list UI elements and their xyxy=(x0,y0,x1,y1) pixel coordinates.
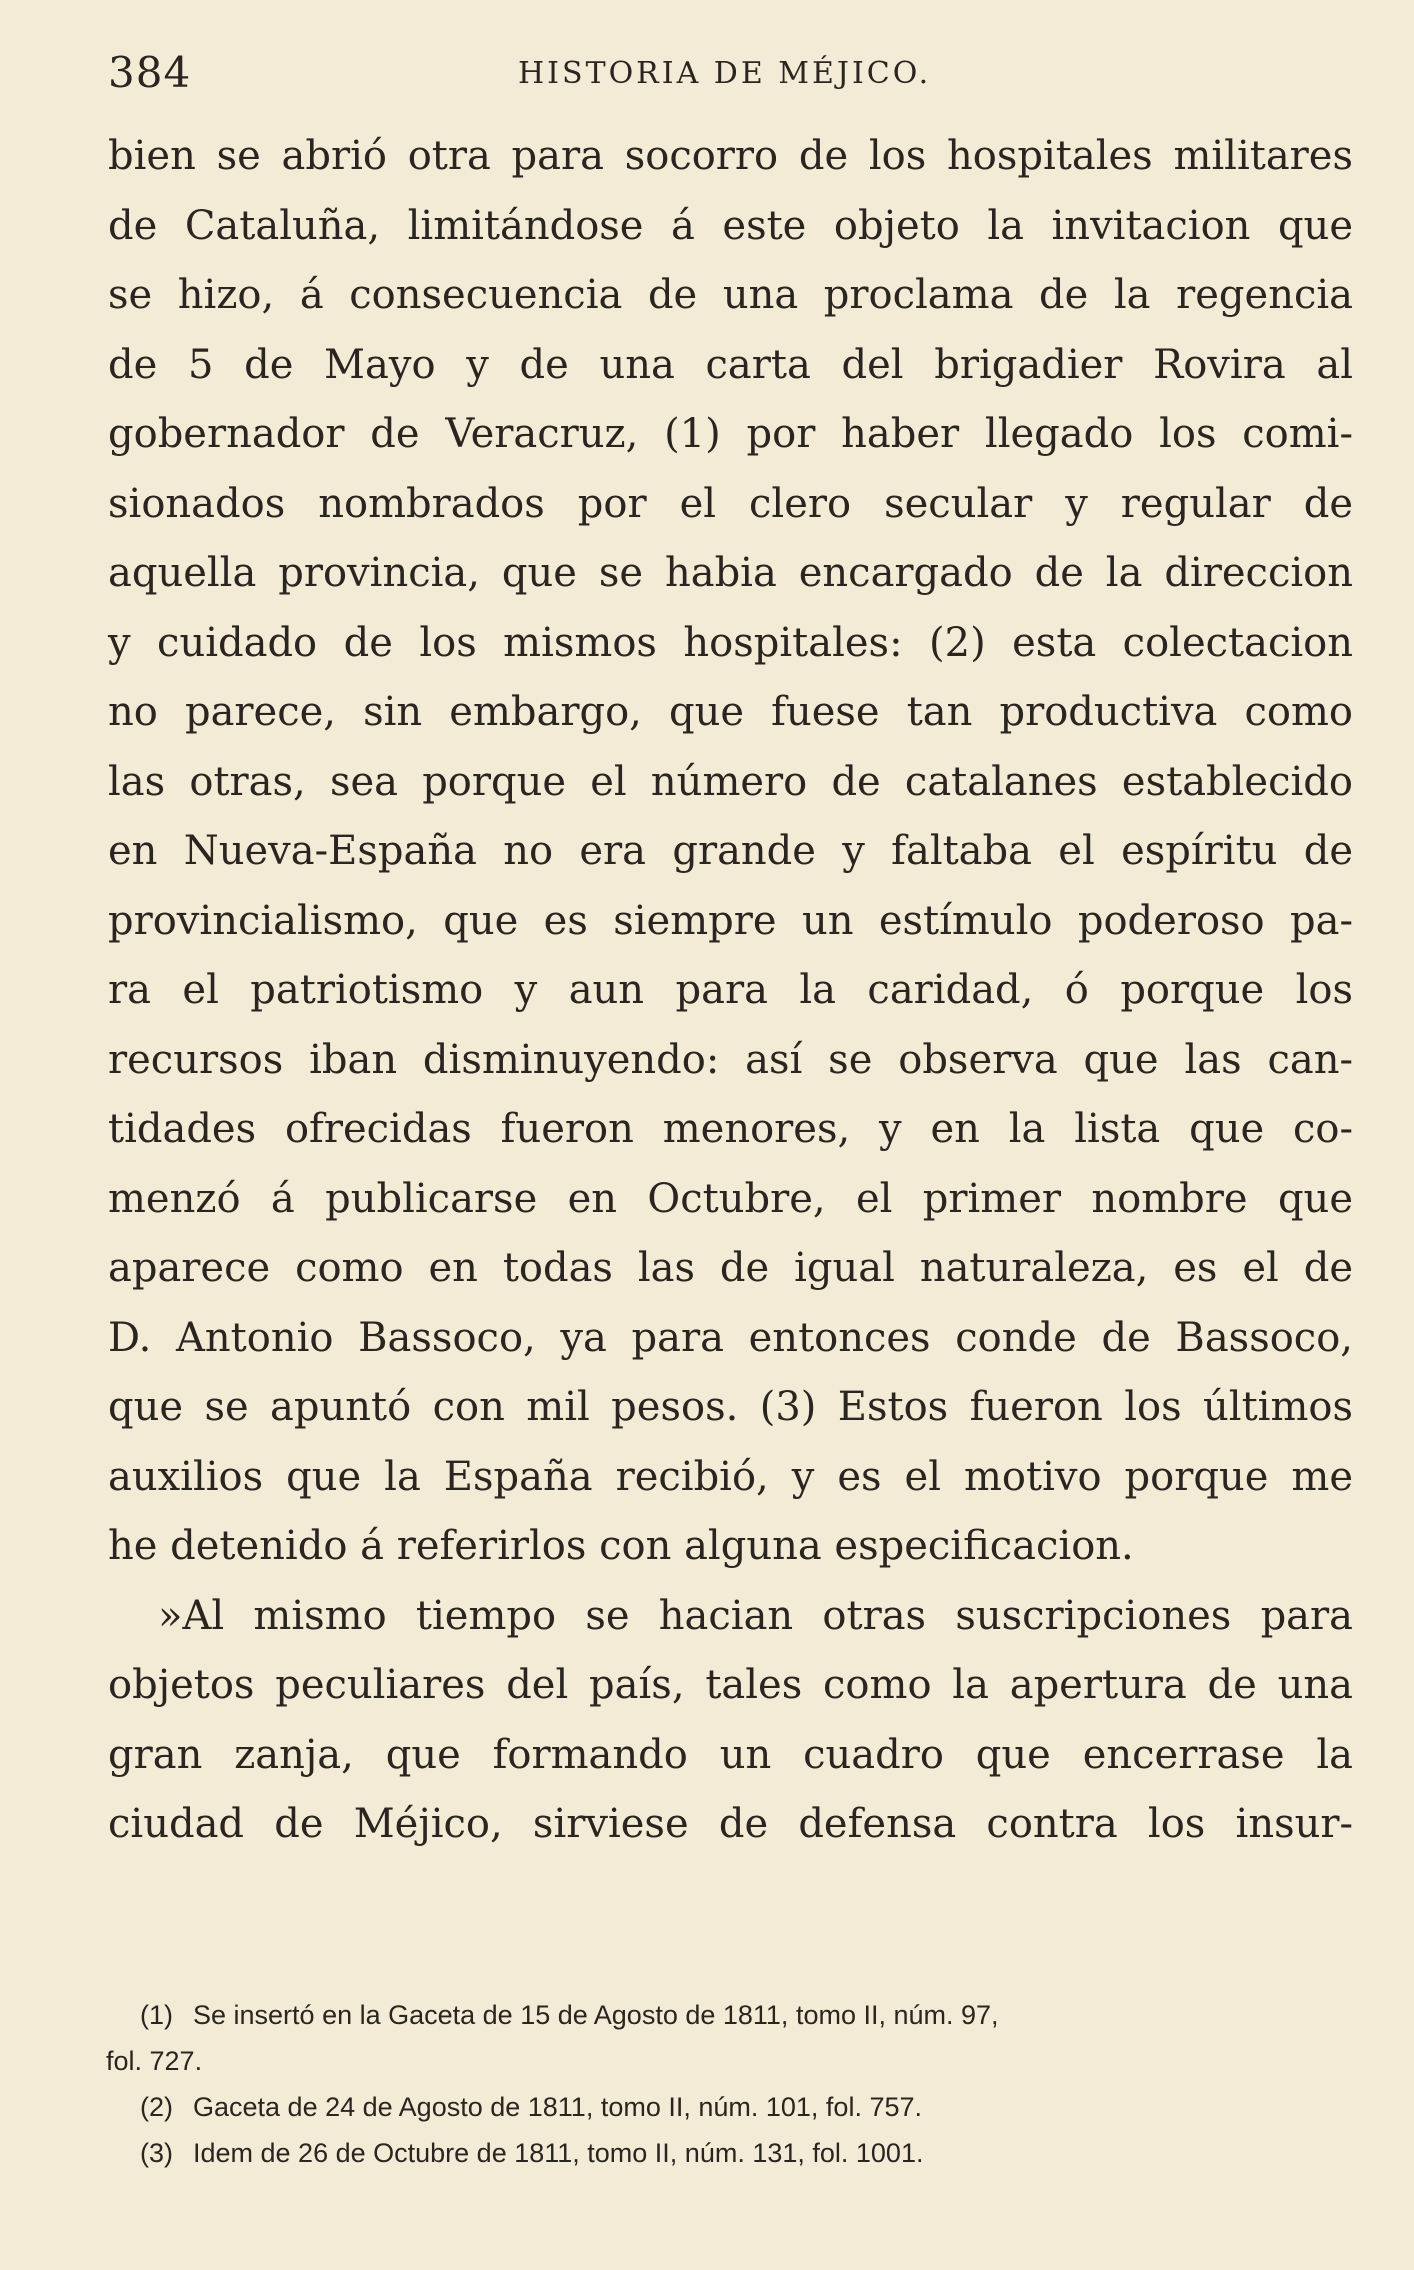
text-line: »Al mismo tiempo se hacian otras suscripciones para xyxy=(158,1592,1353,1639)
footnote xyxy=(140,2084,1340,2130)
page-header xyxy=(108,48,1358,108)
footnote-number: (2) xyxy=(140,2092,173,2122)
footnote xyxy=(140,2130,1340,2176)
text-line: gobernador de Veracruz, (1) por haber llegado los comi- xyxy=(108,411,1353,457)
text-line: recursos iban disminuyendo: así se observa que las can- xyxy=(108,1036,1353,1083)
text-line: aparece como en todas las de igual naturaleza, es el de xyxy=(108,1245,1353,1291)
body-text xyxy=(108,122,1353,1860)
text-line: tidades ofrecidas fueron menores, y en la lista que co- xyxy=(108,1106,1353,1152)
running-head: HISTORIA DE MÉJICO. xyxy=(518,56,932,91)
text-line: en Nueva-España no era grande y faltaba el espíritu de xyxy=(108,828,1353,874)
text-line: de 5 de Mayo y de una carta del brigadier Rovira al xyxy=(108,341,1353,388)
text-line: provincialismo, que es siempre un estímulo poderoso pa- xyxy=(108,897,1353,944)
text-line: gran zanja, que formando un cuadro que encerrase la xyxy=(108,1731,1353,1778)
footnote-number: (3) xyxy=(140,2138,173,2168)
footnote-continuation xyxy=(106,2038,1340,2084)
text-line: de Cataluña, limitándose á este objeto la invitacion que xyxy=(108,202,1353,249)
page-number: 384 xyxy=(108,48,192,97)
footnote-text: Gaceta de 24 de Agosto de 1811, tomo II, núm. 101, fol. 757. xyxy=(193,2092,922,2122)
text-line: sionados nombrados por el clero secular y regular de xyxy=(108,480,1353,527)
text-line: las otras, sea porque el número de catalanes establecido xyxy=(108,758,1353,805)
text-line: ciudad de Méjico, sirviese de defensa contra los insur- xyxy=(108,1801,1353,1847)
text-line: ra el patriotismo y aun para la caridad, ó porque los xyxy=(108,967,1353,1013)
text-line: auxilios que la España recibió, y es el motivo porque me xyxy=(108,1453,1353,1500)
text-line: y cuidado de los mismos hospitales: (2) esta colectacion xyxy=(108,619,1353,666)
text-line: D. Antonio Bassoco, ya para entonces conde de Bassoco, xyxy=(108,1314,1353,1361)
footnote-text: Idem de 26 de Octubre de 1811, tomo II, núm. 131, fol. 1001. xyxy=(193,2138,924,2168)
text-line: he detenido á referirlos con alguna especificacion. xyxy=(108,1523,1134,1569)
text-line: se hizo, á consecuencia de una proclama de la regencia xyxy=(108,272,1353,318)
footnotes xyxy=(106,1992,1340,2176)
text-line: no parece, sin embargo, que fuese tan productiva como xyxy=(108,689,1353,735)
footnote-text: Se insertó en la Gaceta de 15 de Agosto de 1811, tomo II, núm. 97, xyxy=(193,2000,999,2030)
footnote-text: fol. 727. xyxy=(106,2046,203,2076)
footnote-number: (1) xyxy=(140,2000,173,2030)
text-line: aquella provincia, que se habia encargado de la direccion xyxy=(108,550,1353,596)
text-line: que se apuntó con mil pesos. (3) Estos fueron los últimos xyxy=(108,1384,1353,1430)
text-line: bien se abrió otra para socorro de los hospitales militares xyxy=(108,133,1353,179)
text-line: objetos peculiares del país, tales como la apertura de una xyxy=(108,1662,1353,1708)
footnote xyxy=(140,1992,1340,2038)
text-line: menzó á publicarse en Octubre, el primer nombre que xyxy=(108,1175,1353,1222)
